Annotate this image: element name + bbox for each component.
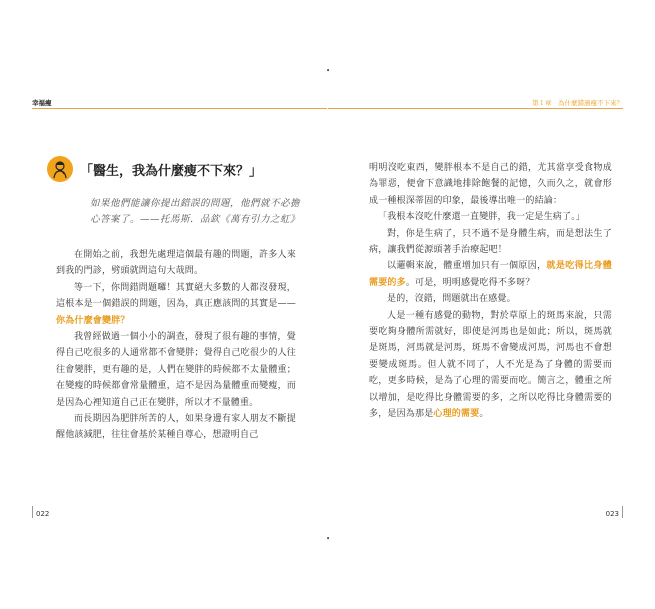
header-rule [328, 108, 623, 109]
paragraph: 而長期因為肥胖所苦的人，如果身邊有家人朋友不斷提醒他該減肥，往往會基於某種自尊心，想證明自己 [56, 414, 296, 441]
folio-divider [32, 506, 33, 518]
highlight-text: 就是吃得比身體需要的多 [369, 261, 612, 288]
page-number: 023 [605, 510, 619, 518]
paragraph: 「我根本沒吃什麼還一直變胖，我一定是生病了。」 [378, 212, 586, 223]
paragraph: 明明沒吃東西，變胖根本不是自己的錯，尤其當享受食物成為罪惡，便會下意識地排除飽餐的記憶，久而久之，就會形成一種根深蒂固的印象，最後導出唯一的結論： [369, 163, 612, 206]
crop-mark: • [326, 535, 331, 543]
crop-mark: • [326, 67, 331, 75]
header-rule [32, 108, 327, 109]
paragraph: 等一下，你問錯問題囉！其實絕大多數的人都沒發現，這根本是一個錯誤的問題，因為，真正應該問的其實是——你為什麼會變胖？ [56, 282, 296, 326]
character-portrait-icon [47, 156, 73, 182]
chapter-title: 「醫生，我為什麼瘦不下來？」 [80, 164, 263, 179]
paragraph: 在開始之前，我想先處理這個最有趣的問題，許多人來到我的門診，劈頭就問這句大哉問。 [56, 250, 296, 277]
running-head-left: 幸福瘦 [32, 99, 52, 107]
right-page [328, 0, 655, 609]
folio-divider [622, 506, 623, 518]
running-head-right: 第１章 為什麼錯過瘦不下來？ [532, 99, 623, 107]
page-number: 022 [36, 510, 50, 518]
paragraph: 我曾經做過一個小小的調查，發現了很有趣的事情，覺得自己吃很多的人通常都不會變胖；覺得自己吃很少的人往往會變胖，更有趣的是，人們在變胖的時候都不太量體重；在變瘦的時候都會常量體重，這不是因為量體重而變瘦，而是因為心裡知道自己正在變胖，所以才不量體重。 [56, 332, 296, 408]
right-body-text [369, 160, 612, 423]
paragraph: 人是一種有感覺的動物，對於草原上的斑馬來說，只需要吃夠身體所需就好，即使是河馬也是如此；所以，斑馬就是斑馬，河馬就是河馬，斑馬不會變成河馬，河馬也不會想要變成斑馬。但人就不同了，人不光是為了身體的需要而吃，更多時候，是為了心理的需要而吃。簡言之，體重之所以增加，是吃得比身體需要的多，之所以吃得比身體需要的多，是因為那是心理的需要。 [369, 310, 612, 420]
epigraph: 如果他們能讓你提出錯誤的問題，他們就不必擔心答案了。——托馬斯．品欽《萬有引力之虹》 [90, 198, 301, 225]
highlight-text: 你為什麼會變胖？ [56, 315, 130, 326]
paragraph: 對，你是生病了，只不過不是身體生病，而是想法生了病，讓我們從源頭著手治療起吧！ [369, 228, 612, 256]
paragraph: 是的，沒錯，問題就出在感覺。 [387, 294, 516, 305]
paragraph: 以邏輯來說，體重增加只有一個原因，就是吃得比身體需要的多。可是，明明感覺吃得不多呀？ [369, 261, 612, 288]
left-body-text [56, 247, 296, 444]
highlight-text: 心理的需要 [433, 409, 480, 420]
